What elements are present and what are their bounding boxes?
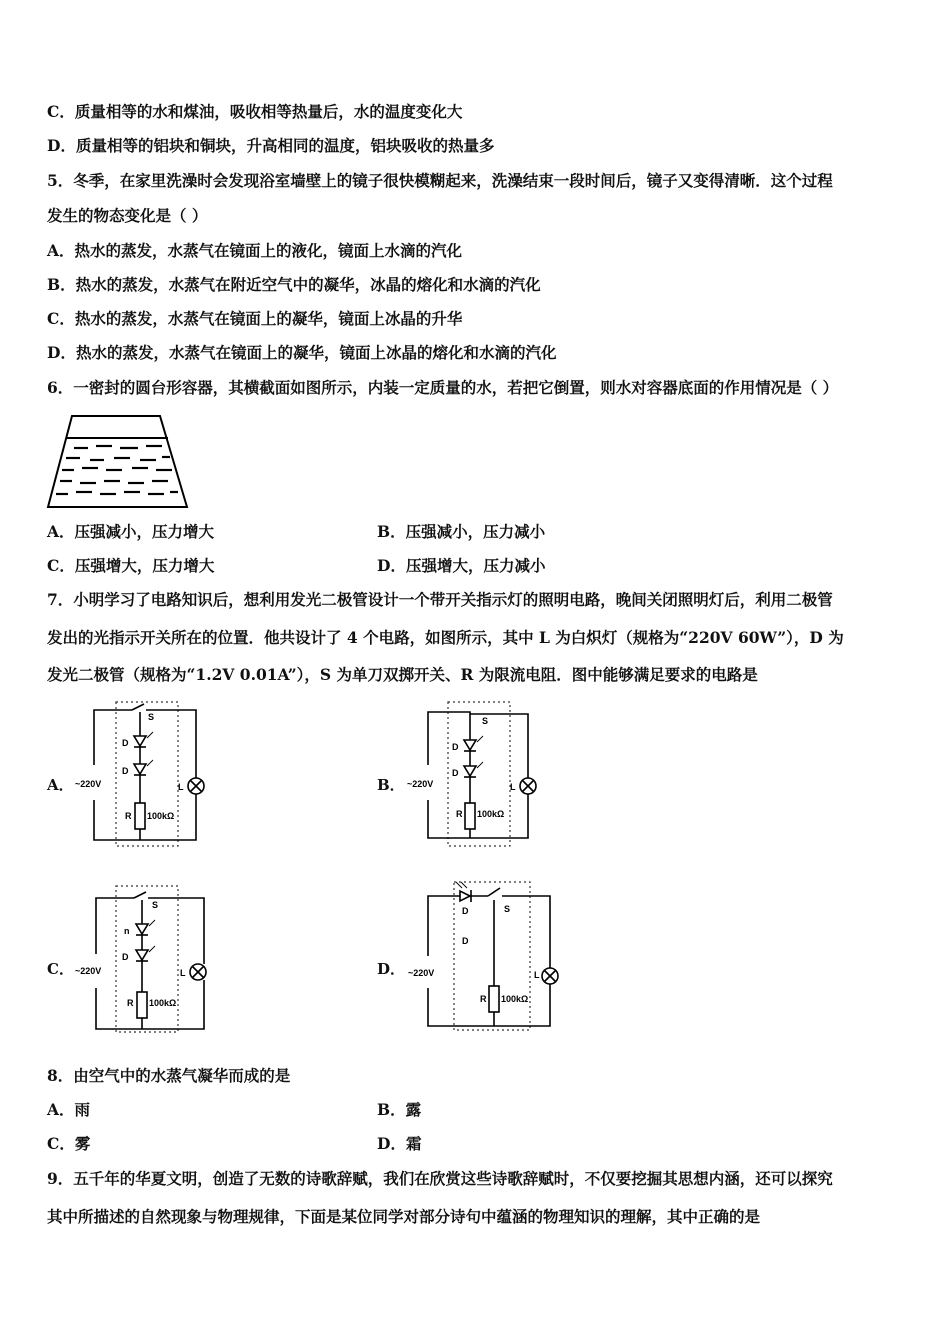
circuit-d-resistance-label: 100kΩ — [501, 994, 529, 1004]
q8-stem: 8．由空气中的水蒸气凝华而成的是 — [47, 1066, 291, 1085]
circuit-c-lamp-label: L — [180, 968, 186, 978]
circuit-c-diode-1-label: n — [124, 926, 130, 936]
circuit-a-resistor-label: R — [125, 811, 132, 821]
q6-option-d: D．压强增大，压力减小 — [377, 556, 546, 575]
q8-option-c: C．雾 — [47, 1134, 91, 1153]
circuit-d-lamp-label: L — [534, 970, 540, 980]
circuit-b-diode-1-label: D — [452, 742, 459, 752]
circuit-c-diode-2-label: D — [122, 952, 129, 962]
circuit-b-lamp-label: L — [510, 782, 516, 792]
q7-stem-line-2: 发出的光指示开关所在的位置．他共设计了 4 个电路，如图所示，其中 L 为白炽灯（规格为“220V 60W”），D 为 — [47, 628, 844, 647]
circuit-d-resistor-label: R — [480, 994, 487, 1004]
circuit-b-switch-label: S — [482, 716, 489, 726]
q5-stem-line-2: 发生的物态变化是（ ） — [47, 206, 208, 225]
circuit-d — [404, 878, 562, 1034]
circuit-d-diode-label-2: D — [462, 936, 469, 946]
frustum-container-figure — [44, 412, 190, 512]
q5-option-b: B．热水的蒸发，水蒸气在附近空气中的凝华，冰晶的熔化和水滴的汽化 — [47, 275, 541, 294]
q4-option-d: D．质量相等的铝块和铜块，升高相同的温度，铝块吸收的热量多 — [47, 136, 495, 155]
q8-option-a: A．雨 — [47, 1100, 91, 1119]
q9-stem-line-2: 其中所描述的自然现象与物理规律，下面是某位同学对部分诗句中蕴涵的物理知识的理解，其中正确的是 — [47, 1207, 761, 1226]
circuit-b — [404, 700, 544, 850]
circuit-a-lamp-label: L — [178, 782, 184, 792]
q5-option-a: A．热水的蒸发，水蒸气在镜面上的液化，镜面上水滴的汽化 — [47, 241, 463, 260]
circuit-d-switch-label: S — [504, 904, 511, 914]
circuit-a-resistance-label: 100kΩ — [147, 811, 175, 821]
q5-option-c: C．热水的蒸发，水蒸气在镜面上的凝华，镜面上冰晶的升华 — [47, 309, 463, 328]
q7-stem-line-3: 发光二极管（规格为“1.2V 0.01A”），S 为单刀双掷开关、R 为限流电阻．图中能够满足要求的电路是 — [47, 665, 758, 684]
q9-stem-line-1: 9．五千年的华夏文明，创造了无数的诗歌辞赋，我们在欣赏这些诗歌辞赋时，不仅要挖掘其思想内涵，还可以探究 — [47, 1169, 833, 1188]
circuit-c-switch-label: S — [152, 900, 159, 910]
q6-stem: 6．一密封的圆台形容器，其横截面如图所示，内装一定质量的水，若把它倒置，则水对容器底面的作用情况是（ ） — [47, 378, 839, 397]
q6-option-a: A．压强减小，压力增大 — [47, 522, 215, 541]
q7-stem-line-1: 7．小明学习了电路知识后，想利用发光二极管设计一个带开关指示灯的照明电路，晚间关闭照明灯后，利用二极管 — [47, 590, 833, 609]
circuit-a-label: A． — [47, 776, 74, 794]
q6-option-b: B．压强减小，压力减小 — [377, 522, 546, 541]
q5-option-d: D．热水的蒸发，水蒸气在镜面上的凝华，镜面上冰晶的熔化和水滴的汽化 — [47, 343, 557, 362]
circuit-a-voltage-label: ~220V — [75, 779, 102, 789]
circuit-b-resistor-label: R — [456, 809, 463, 819]
q5-stem-line-1: 5．冬季，在家里洗澡时会发现浴室墙壁上的镜子很快模糊起来，洗澡结束一段时间后，镜子又变得清晰．这个过程 — [47, 171, 833, 190]
circuit-b-voltage-label: ~220V — [407, 779, 434, 789]
circuit-a — [74, 700, 210, 850]
circuit-b-label: B． — [377, 776, 405, 794]
circuit-c-label: C． — [47, 960, 74, 978]
circuit-c — [74, 884, 210, 1036]
circuit-a-diode-2-label: D — [122, 766, 129, 776]
q8-option-b: B．露 — [377, 1100, 422, 1119]
circuit-d-label: D． — [377, 960, 406, 978]
circuit-c-resistor-label: R — [127, 998, 134, 1008]
circuit-b-resistance-label: 100kΩ — [477, 809, 505, 819]
circuit-a-diode-1-label: D — [122, 738, 129, 748]
circuit-d-voltage-label: ~220V — [408, 968, 435, 978]
circuit-a-switch-label: S — [148, 712, 155, 722]
q6-option-c: C．压强增大，压力增大 — [47, 556, 215, 575]
circuit-c-voltage-label: ~220V — [75, 966, 102, 976]
q4-option-c: C．质量相等的水和煤油，吸收相等热量后，水的温度变化大 — [47, 102, 463, 121]
circuit-c-resistance-label: 100kΩ — [149, 998, 177, 1008]
circuit-b-diode-2-label: D — [452, 768, 459, 778]
q8-option-d: D．霜 — [377, 1134, 422, 1153]
circuit-d-diode-label: D — [462, 906, 469, 916]
